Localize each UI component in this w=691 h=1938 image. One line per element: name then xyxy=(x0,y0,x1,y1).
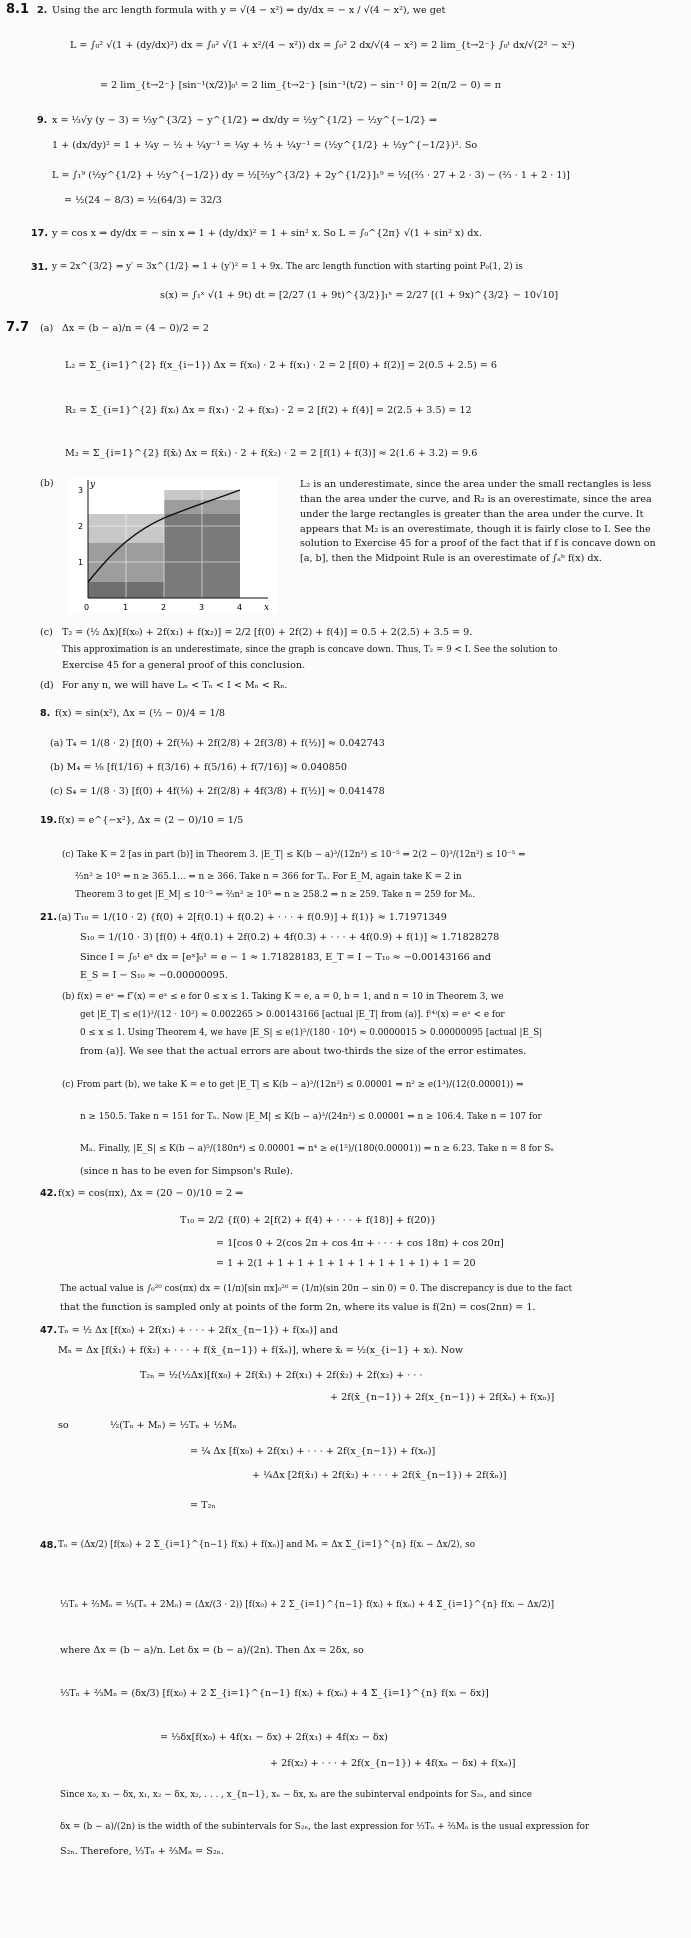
p1-a-intro: Δx = (b − a)/n = (4 − 0)/2 = 2 xyxy=(62,323,209,334)
p47-l2: Mₙ = Δx [f(x̄₁) + f(x̄₂) + · · · + f(x̄_{n−1}) + f(x̄ₙ)], where x̄ᵢ = ½(x_{i−1} + xᵢ). Now xyxy=(58,1345,464,1356)
fig-tick-x-4: 4 xyxy=(237,603,243,612)
p1-c-line3: Exercise 45 for a general proof of this conclusion. xyxy=(62,660,306,671)
fig-tick-y-1: 1 xyxy=(78,558,84,567)
problem-number-47: 47. xyxy=(40,1325,57,1336)
problem-number-21: 21. xyxy=(40,912,57,923)
fig-tick-x-1: 1 xyxy=(123,603,129,612)
p2-line2: = 2 lim_{t→2⁻} [sin⁻¹(x/2)]₀ᵗ = 2 lim_{t→2⁻} [sin⁻¹(t/2) − sin⁻¹ 0] = 2(π/2 − 0) = π xyxy=(100,80,501,91)
p48-l1: Tₙ = (Δx/2) [f(x₀) + 2 Σ_{i=1}^{n−1} f(xᵢ) + f(xₙ)] and Mₙ = Δx Σ_{i=1}^{n} f(xᵢ − Δx/2), so xyxy=(58,1540,476,1550)
p19-line1: (c) Take K = 2 [as in part (b)] in Theorem 3. |E_T| ≤ K(b − a)³/(12n²) ≤ 10⁻⁵ ⇔ 2(2 − 0)³/(12n²) ≤ 10⁻⁵ ⇔ xyxy=(62,850,526,860)
fig-tick-x-2: 2 xyxy=(161,603,167,612)
p21-b4: from (a)]. We see that the actual errors are about two-thirds the size of the error estimates. xyxy=(80,1046,527,1057)
p42-l1: T₁₀ = 2/2 {f(0) + 2[f(2) + f(4) + · · · + f(18)] + f(20)} xyxy=(180,1215,437,1226)
p48-l7: Since x₀, x₁ − δx, x₁, x₂ − δx, x₂, . . . , x_{n−1}, xₙ − δx, xₙ are the subinterval endpoints for S₂ₙ, and since xyxy=(60,1790,533,1800)
p48-l3: where Δx = (b − a)/n. Let δx = (b − a)/(2n). Then Δx = 2δx, so xyxy=(60,1645,364,1656)
p47-l5: ½(Tₙ + Mₙ) = ½Tₙ + ½Mₙ xyxy=(110,1420,237,1431)
p21-c4: (since n has to be even for Simpson's Rule). xyxy=(80,1166,293,1177)
p21-c3: Mₙ. Finally, |E_S| ≤ K(b − a)⁵/(180n⁴) ≤ 0.00001 ⇒ n⁴ ≥ e(1⁵)/(180(0.00001)) ⇒ n ≥ 6.23. Take n = 8 for Sₙ xyxy=(80,1144,555,1154)
p8-b: (b) M₄ = ⅛ [f(1/16) + f(3/16) + f(5/16) + f(7/16)] ≈ 0.040850 xyxy=(50,762,347,773)
p9-line2: 1 + (dx/dy)² = 1 + ¼y − ½ + ¼y⁻¹ = ¼y + ½ + ¼y⁻¹ = (½y^{1/2} + ½y^{−1/2})². So xyxy=(52,140,478,151)
fig-tick-y-2: 2 xyxy=(78,522,84,531)
problem-number-48: 48. xyxy=(40,1540,57,1551)
fig-x-label: x xyxy=(264,603,270,613)
p21-b3: 0 ≤ x ≤ 1. Using Theorem 4, we have |E_S| ≤ e(1)⁵/(180 · 10⁴) ≈ 0.0000015 > 0.00000095 [actual |E_S| xyxy=(80,1028,543,1038)
problem-number-19: 19. xyxy=(40,815,57,826)
p48-l5: = ⅓δx[f(x₀) + 4f(x₁ − δx) + 2f(x₁) + 4f(x₂ − δx) xyxy=(160,1732,388,1743)
p47-so: so xyxy=(58,1420,69,1431)
p47-l6: = ¼ Δx [f(x₀) + 2f(x₁) + · · · + 2f(x_{n−1}) + f(xₙ)] xyxy=(190,1446,436,1457)
p1-c-label: (c) xyxy=(40,627,53,638)
p9-line4: = ½(24 − 8/3) = ½(64/3) = 32/3 xyxy=(64,195,222,206)
p47-l3: T₂ₙ = ½(½Δx)[f(x₀) + 2f(x̄₁) + 2f(x₁) + 2f(x̄₂) + 2f(x₂) + · · · xyxy=(140,1370,423,1381)
p9-line1: x = ⅓√y (y − 3) = ⅓y^{3/2} − y^{1/2} ⇒ dx/dy = ½y^{1/2} − ½y^{−1/2} ⇒ xyxy=(52,115,438,126)
p31-line1: y = 2x^{3/2} ⇒ y′ = 3x^{1/2} ⇒ 1 + (y′)² = 1 + 9x. The arc length function with starting point P₀(1, 2) is xyxy=(52,262,523,272)
p42-l4: The actual value is ∫₀²⁰ cos(πx) dx = (1/π)[sin πx]₀²⁰ = (1/π)(sin 20π − sin 0) = 0. The discrepancy is due to the fact xyxy=(60,1284,573,1294)
p21-a1: (a) T₁₀ = 1/(10 · 2) {f(0) + 2[f(0.1) + f(0.2) + · · · + f(0.9)] + f(1)} ≈ 1.71971349 xyxy=(58,912,447,923)
problem-number-31: 31. xyxy=(31,262,48,273)
p2-line1: L = ∫₀² √(1 + (dy/dx)²) dx = ∫₀² √(1 + x²/(4 − x²)) dx = ∫₀² 2 dx/√(4 − x²) = 2 lim_{t→2⁻} ∫₀ᵗ dx/√(2² − x²) xyxy=(70,40,575,51)
p1-R2: R₂ = Σ_{i=1}^{2} f(xᵢ) Δx = f(x₁) · 2 + f(x₂) · 2 = 2 [f(2) + f(4)] = 2(2.5 + 3.5) = 12 xyxy=(65,405,472,416)
p1-b-text: L₂ is an underestimate, since the area under the small rectangles is less than the area under the curve, and R₂ is an overestimate, since the area under the large rectangles is greater than the area under the curve. It appears that M₂ is an overestimate, though it is fairly close to I. See the solution to Exercise 45 for a proof of the fact that if f is concave down on [a, b], then the Midpoint Rule is an overestimate of ∫ₐᵇ f(x) dx. xyxy=(300,479,656,565)
p19-line2: ⅔n² ≥ 10⁵ ⇔ n ≥ 365.1... ⇔ n ≥ 366. Take n = 366 for Tₙ. For E_M, again take K = 2 in xyxy=(75,872,462,882)
problem-number-42: 42. xyxy=(40,1188,57,1199)
p1-a-label: (a) xyxy=(40,323,54,334)
problem-number-8: 8. xyxy=(40,708,51,719)
fig-tick-x-3: 3 xyxy=(199,603,205,612)
problem-number-9: 9. xyxy=(37,115,48,126)
p42-intro: f(x) = cos(πx), Δx = (20 − 0)/10 = 2 ⇒ xyxy=(58,1188,244,1199)
p2-intro: Using the arc length formula with y = √(4 − x²) ⇒ dy/dx = − x / √(4 − x²), we get xyxy=(52,5,446,16)
p21-b2: get |E_T| ≤ e(1)³/(12 · 10²) ≈ 0.002265 > 0.00143166 [actual |E_T| from (a)]. f⁽⁴⁾(x) = eˣ < e for xyxy=(80,1010,505,1020)
p47-l8: = T₂ₙ xyxy=(190,1500,216,1511)
p8-intro: f(x) = sin(x²), Δx = (½ − 0)/4 = 1/8 xyxy=(55,708,226,719)
p47-l7: + ¼Δx [2f(x̄₁) + 2f(x̄₂) + · · · + 2f(x̄_{n−1}) + 2f(x̄ₙ)] xyxy=(252,1470,507,1481)
p19-intro: f(x) = e^{−x²}, Δx = (2 − 0)/10 = 1/5 xyxy=(58,815,244,826)
p47-l1: Tₙ = ½ Δx [f(x₀) + 2f(x₁) + · · · + 2f(x_{n−1}) + f(xₙ)] and xyxy=(58,1325,338,1336)
section-heading-7-7: 7.7 xyxy=(6,320,30,335)
p8-a: (a) T₄ = 1/(8 · 2) [f(0) + 2f(⅛) + 2f(2/8) + 2f(3/8) + f(½)] ≈ 0.042743 xyxy=(50,738,385,749)
p17-line1: y = cos x ⇒ dy/dx = − sin x ⇒ 1 + (dy/dx)² = 1 + sin² x. So L = ∫₀^{2π} √(1 + sin² x) dx. xyxy=(52,228,482,239)
p48-l6: + 2f(x₂) + · · · + 2f(x_{n−1}) + 4f(xₙ − δx) + f(xₙ)] xyxy=(270,1758,516,1769)
p42-l3: = 1 + 2(1 + 1 + 1 + 1 + 1 + 1 + 1 + 1 + 1) + 1 = 20 xyxy=(216,1258,476,1269)
p21-a4: E_S = I − S₁₀ ≈ −0.00000095. xyxy=(80,970,228,981)
p9-line3: L = ∫₁⁹ (½y^{1/2} + ½y^{−1/2}) dy = ½[⅔y^{3/2} + 2y^{1/2}]₁⁹ = ½[(⅔ · 27 + 2 · 3) − (⅔ · 1 + 2 · 1)] xyxy=(52,170,570,181)
p19-line3: Theorem 3 to get |E_M| ≤ 10⁻⁵ ⇔ ⅔n² ≥ 10⁵ ⇔ n ≥ 258.2 ⇒ n ≥ 259. Take n = 259 for Mₙ. xyxy=(75,890,476,900)
fig-y-label: y xyxy=(90,480,96,490)
p1-M2: M₂ = Σ_{i=1}^{2} f(x̄ᵢ) Δx = f(x̄₁) · 2 + f(x̄₂) · 2 = 2 [f(1) + f(3)] ≈ 2(1.6 + 3.2) = 9.6 xyxy=(65,448,478,459)
fig-tick-y-3: 3 xyxy=(78,486,84,495)
p21-a3: Since I = ∫₀¹ eˣ dx = [eˣ]₀¹ = e − 1 ≈ 1.71828183, E_T = I − T₁₀ ≈ −0.00143166 and xyxy=(80,952,491,963)
p48-l4: ⅓Tₙ + ⅔Mₙ = (δx/3) [f(x₀) + 2 Σ_{i=1}^{n−1} f(xᵢ) + f(xₙ) + 4 Σ_{i=1}^{n} f(xᵢ − δx)] xyxy=(60,1688,489,1699)
p21-c2: n ≥ 150.5. Take n = 151 for Tₙ. Now |E_M| ≤ K(b − a)³/(24n²) ≤ 0.00001 ⇒ n ≥ 106.4. Take n = 107 for xyxy=(80,1112,542,1122)
p21-b1: (b) f(x) = eˣ ⇒ f″(x) = eˣ ≤ e for 0 ≤ x ≤ 1. Taking K = e, a = 0, b = 1, and n = 10 in Theorem 3, we xyxy=(62,992,504,1002)
p48-l9: S₂ₙ. Therefore, ⅓Tₙ + ⅔Mₙ = S₂ₙ. xyxy=(60,1846,224,1857)
p1-b-label: (b) xyxy=(40,478,54,489)
p42-l2: = 1[cos 0 + 2(cos 2π + cos 4π + · · · + cos 18π) + cos 20π] xyxy=(216,1238,504,1249)
p48-l2: ⅓Tₙ + ⅔Mₙ = ⅓(Tₙ + 2Mₙ) = (Δx/(3 · 2)) [f(x₀) + 2 Σ_{i=1}^{n−1} f(xᵢ) + f(xₙ) + 4 Σ_{i=1}^{n} f(xᵢ − Δx/2)] xyxy=(60,1600,555,1610)
riemann-sum-figure xyxy=(68,478,278,614)
p1-L2: L₂ = Σ_{i=1}^{2} f(x_{i−1}) Δx = f(x₀) · 2 + f(x₁) · 2 = 2 [f(0) + f(2)] = 2(0.5 + 2.5) = 6 xyxy=(65,360,497,371)
p48-l8: δx = (b − a)/(2n) is the width of the subintervals for S₂ₙ, the last expression for ⅓Tₙ + ⅔Mₙ is the usual expression for xyxy=(60,1822,590,1832)
p21-c1: (c) From part (b), we take K = e to get |E_T| ≤ K(b − a)³/(12n²) ≤ 0.00001 ⇒ n² ≥ e(1³)/(12(0.00001)) ⇒ xyxy=(62,1080,524,1090)
p1-c-line2: This approximation is an underestimate, since the graph is concave down. Thus, T₂ = 9 < I. See the solution to xyxy=(62,645,558,655)
p1-d-line: For any n, we will have Lₙ < Tₙ < I < Mₙ < Rₙ. xyxy=(62,680,288,691)
p21-a2: S₁₀ = 1/(10 · 3) [f(0) + 4f(0.1) + 2f(0.2) + 4f(0.3) + · · · + 4f(0.9) + f(1)] ≈ 1.71828278 xyxy=(80,932,500,943)
problem-number-2: 2. xyxy=(37,5,48,16)
p8-c: (c) S₄ = 1/(8 · 3) [f(0) + 4f(⅛) + 2f(2/8) + 4f(3/8) + f(½)] ≈ 0.041478 xyxy=(50,786,385,797)
p1-d-label: (d) xyxy=(40,680,54,691)
p31-line2: s(x) = ∫₁ˣ √(1 + 9t) dt = [2/27 (1 + 9t)^{3/2}]₁ˣ = 2/27 [(1 + 9x)^{3/2} − 10√10] xyxy=(160,290,559,301)
problem-number-17: 17. xyxy=(31,228,48,239)
p1-c-line1: T₂ = (½ Δx)[f(x₀) + 2f(x₁) + f(x₂)] = 2/2 [f(0) + 2f(2) + f(4)] = 0.5 + 2(2.5) + 3.5 = 9. xyxy=(62,627,473,638)
fig-tick-x-0: 0 xyxy=(84,603,90,612)
section-heading-8-1: 8.1 xyxy=(6,2,30,17)
p42-l5: that the function is sampled only at points of the form 2n, where its value is f(2n) = cos(2nπ) = 1. xyxy=(60,1302,536,1313)
p47-l4: + 2f(x̄_{n−1}) + 2f(x_{n−1}) + 2f(x̄ₙ) + f(xₙ)] xyxy=(330,1392,555,1403)
